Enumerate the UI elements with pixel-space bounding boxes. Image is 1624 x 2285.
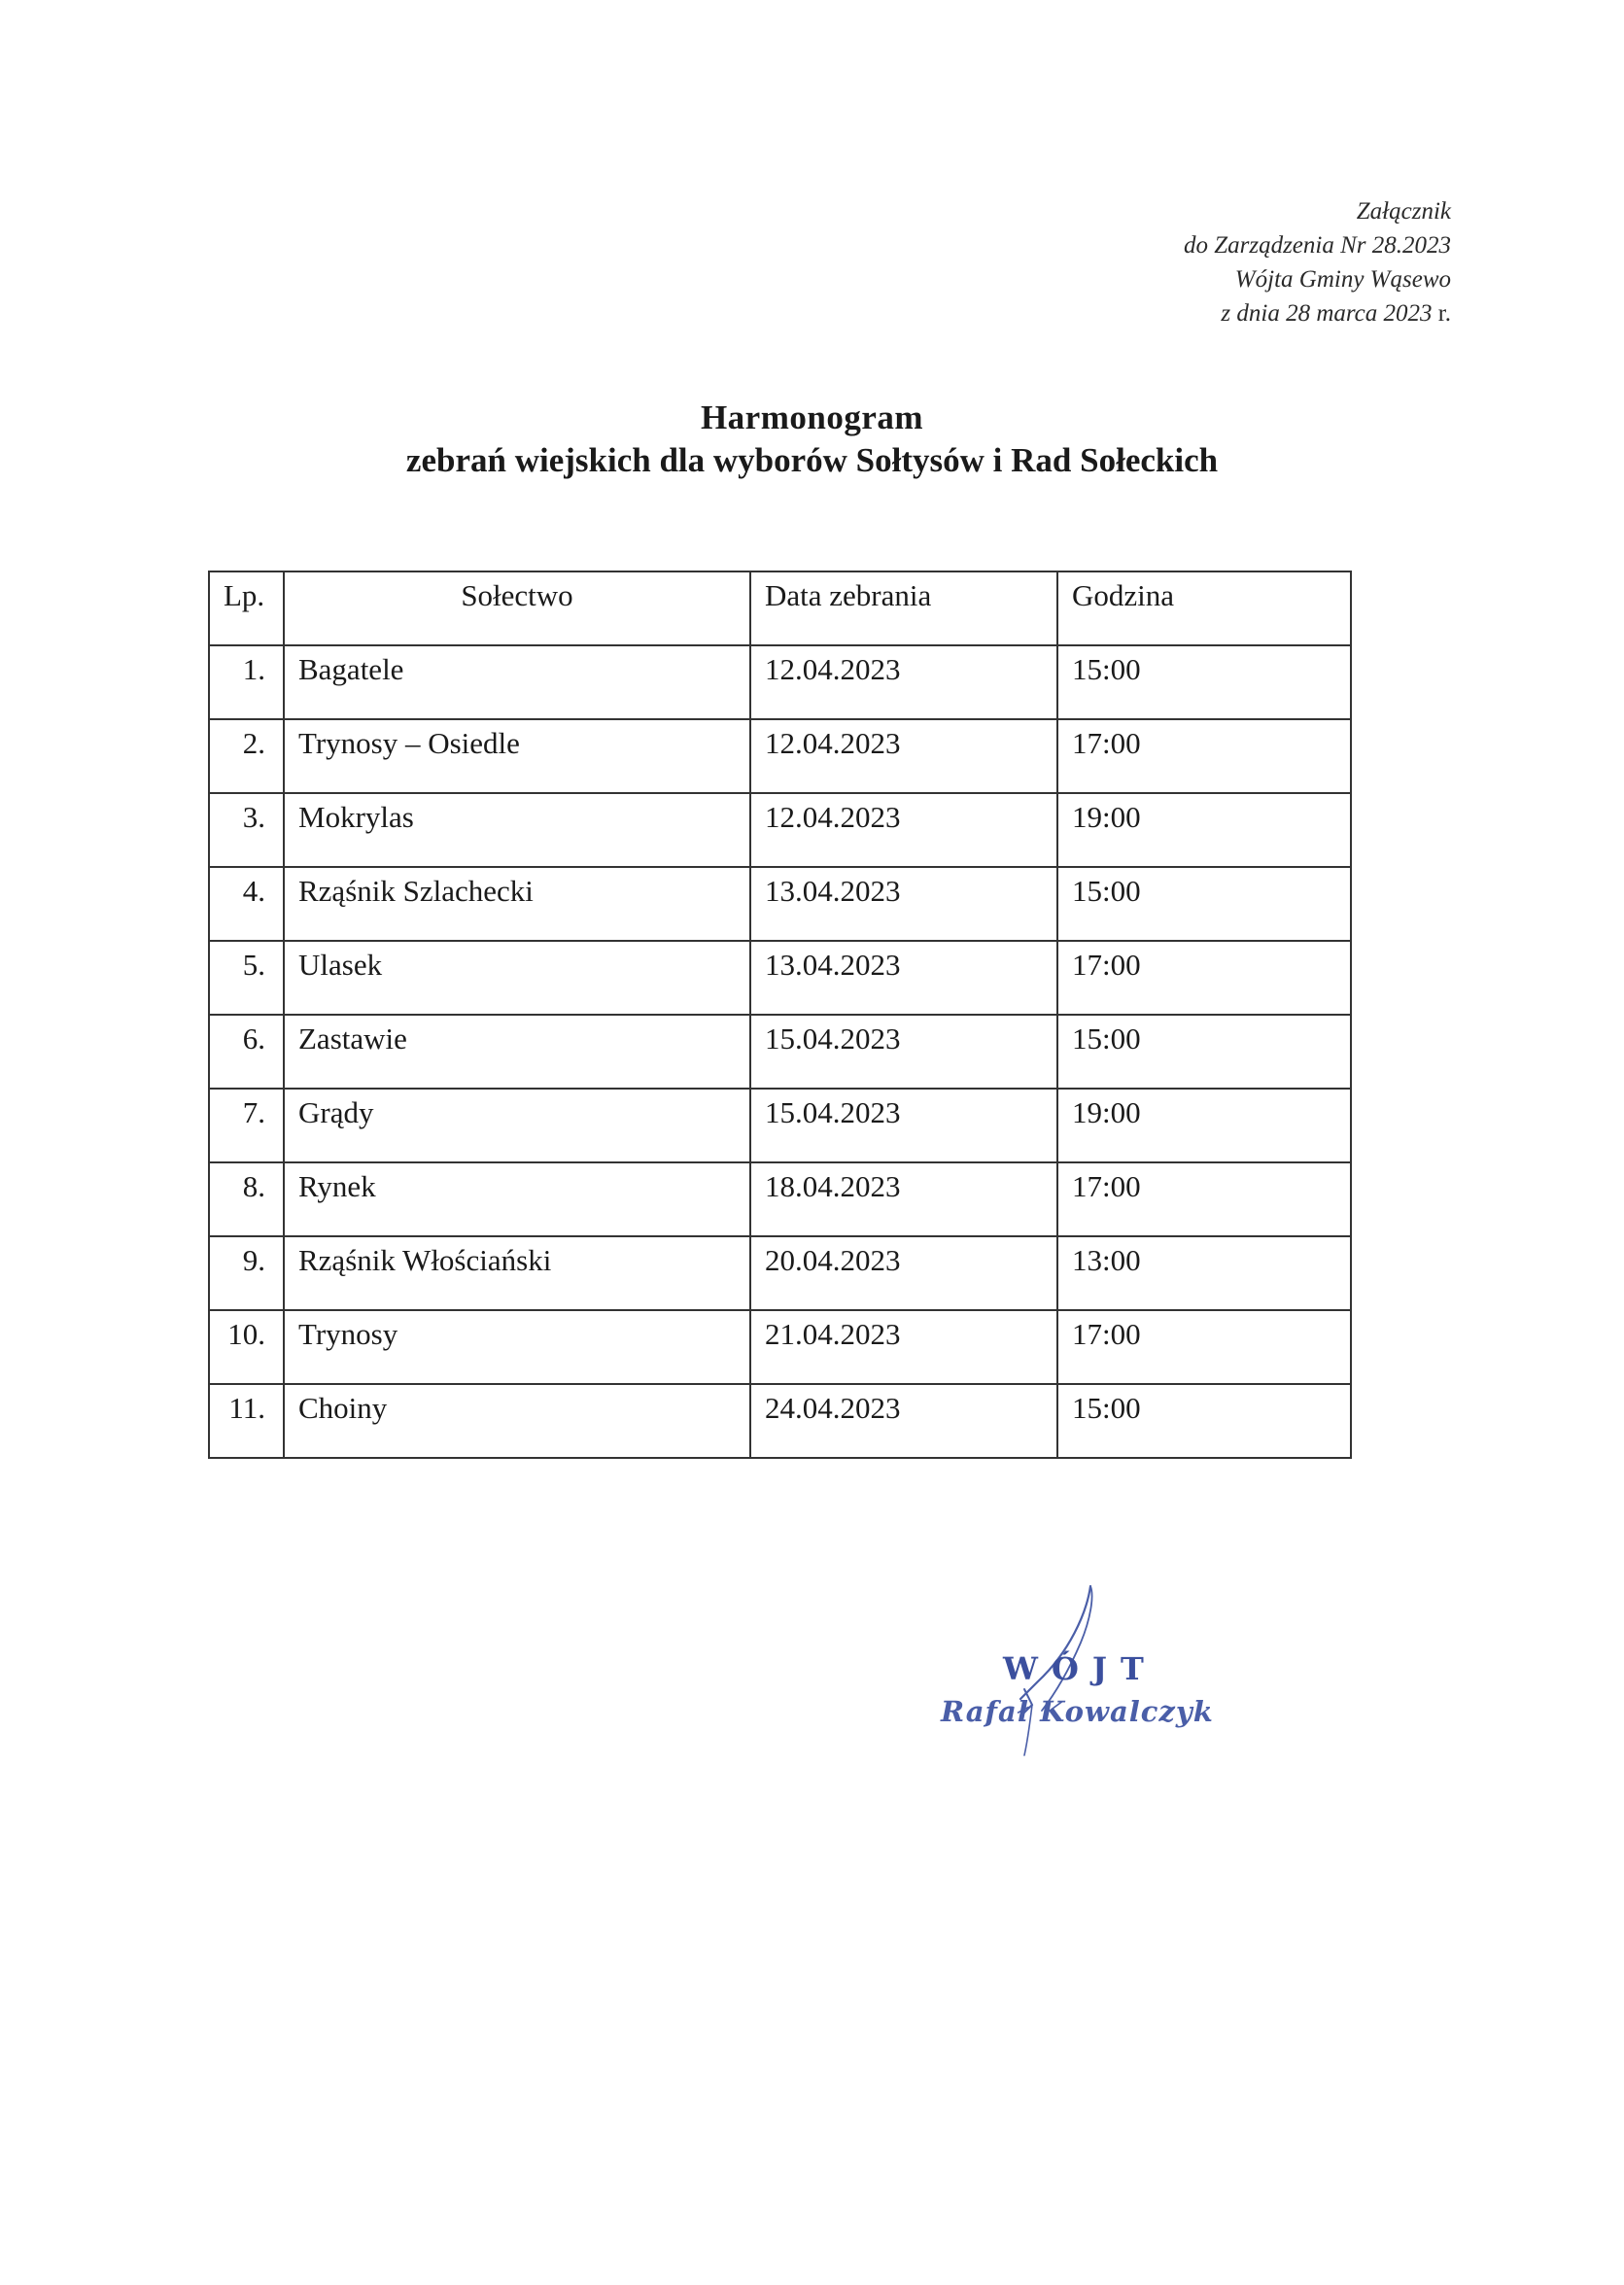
row-time: 17:00 [1057,1162,1351,1236]
row-time: 15:00 [1057,1384,1351,1458]
row-village: Zastawie [284,1015,750,1089]
table-row [209,1089,1351,1162]
row-date: 13.04.2023 [750,867,1057,941]
header-lp: Lp. [209,571,284,645]
table-row [209,867,1351,941]
row-time: 15:00 [1057,1015,1351,1089]
table-row [209,1310,1351,1384]
row-date: 18.04.2023 [750,1162,1057,1236]
header-time: Godzina [1057,571,1351,645]
row-date: 15.04.2023 [750,1015,1057,1089]
header-date: Data zebrania [750,571,1057,645]
row-date: 12.04.2023 [750,645,1057,719]
row-time: 13:00 [1057,1236,1351,1310]
row-lp: 8. [209,1162,284,1236]
row-village: Trynosy – Osiedle [284,719,750,793]
attachment-ordinance: do Zarządzenia Nr 28.2023 [1183,232,1451,259]
row-lp: 2. [209,719,284,793]
table-header-row [209,571,1351,645]
row-village: Rynek [284,1162,750,1236]
row-lp: 3. [209,793,284,867]
row-lp: 4. [209,867,284,941]
row-lp: 5. [209,941,284,1015]
official-stamp [923,1575,1254,1769]
row-time: 17:00 [1057,941,1351,1015]
row-date: 24.04.2023 [750,1384,1057,1458]
row-village: Mokrylas [284,793,750,867]
row-lp: 11. [209,1384,284,1458]
row-village: Rząśnik Szlachecki [284,867,750,941]
row-date: 15.04.2023 [750,1089,1057,1162]
row-lp: 6. [209,1015,284,1089]
table-row [209,793,1351,867]
table-row [209,941,1351,1015]
table-row [209,1015,1351,1089]
row-date: 12.04.2023 [750,793,1057,867]
row-lp: 7. [209,1089,284,1162]
row-village: Rząśnik Włościański [284,1236,750,1310]
table-row [209,1236,1351,1310]
row-date: 21.04.2023 [750,1310,1057,1384]
document-title: Harmonogram [700,398,924,436]
row-lp: 10. [209,1310,284,1384]
row-village: Grądy [284,1089,750,1162]
document-subtitle: zebrań wiejskich dla wyborów Sołtysów i Rad Sołeckich [405,441,1219,479]
table-row [209,645,1351,719]
attachment-date [1184,296,1451,330]
row-time: 19:00 [1057,793,1351,867]
row-date: 13.04.2023 [750,941,1057,1015]
row-time: 17:00 [1057,1310,1351,1384]
row-time: 15:00 [1057,867,1351,941]
attachment-date-text: z dnia 28 marca 2023 [1221,300,1433,327]
table-row [209,719,1351,793]
row-date: 20.04.2023 [750,1236,1057,1310]
row-lp: 9. [209,1236,284,1310]
document-heading [0,397,1624,482]
row-lp: 1. [209,645,284,719]
table-row [209,1162,1351,1236]
meeting-schedule-table [208,571,1352,1459]
attachment-label: Załącznik [1356,198,1451,225]
row-date: 12.04.2023 [750,719,1057,793]
row-time: 19:00 [1057,1089,1351,1162]
row-village: Trynosy [284,1310,750,1384]
row-village: Choiny [284,1384,750,1458]
row-time: 15:00 [1057,645,1351,719]
attachment-header [1184,194,1451,330]
attachment-issuer: Wójta Gminy Wąsewo [1234,266,1451,293]
row-village: Bagatele [284,645,750,719]
stamp-title: WÓJT [1003,1650,1158,1687]
header-village: Sołectwo [284,571,750,645]
attachment-date-suffix: r. [1437,300,1451,327]
stamp-name: Rafał Kowalczyk [941,1695,1214,1728]
row-village: Ulasek [284,941,750,1015]
row-time: 17:00 [1057,719,1351,793]
table-row [209,1384,1351,1458]
